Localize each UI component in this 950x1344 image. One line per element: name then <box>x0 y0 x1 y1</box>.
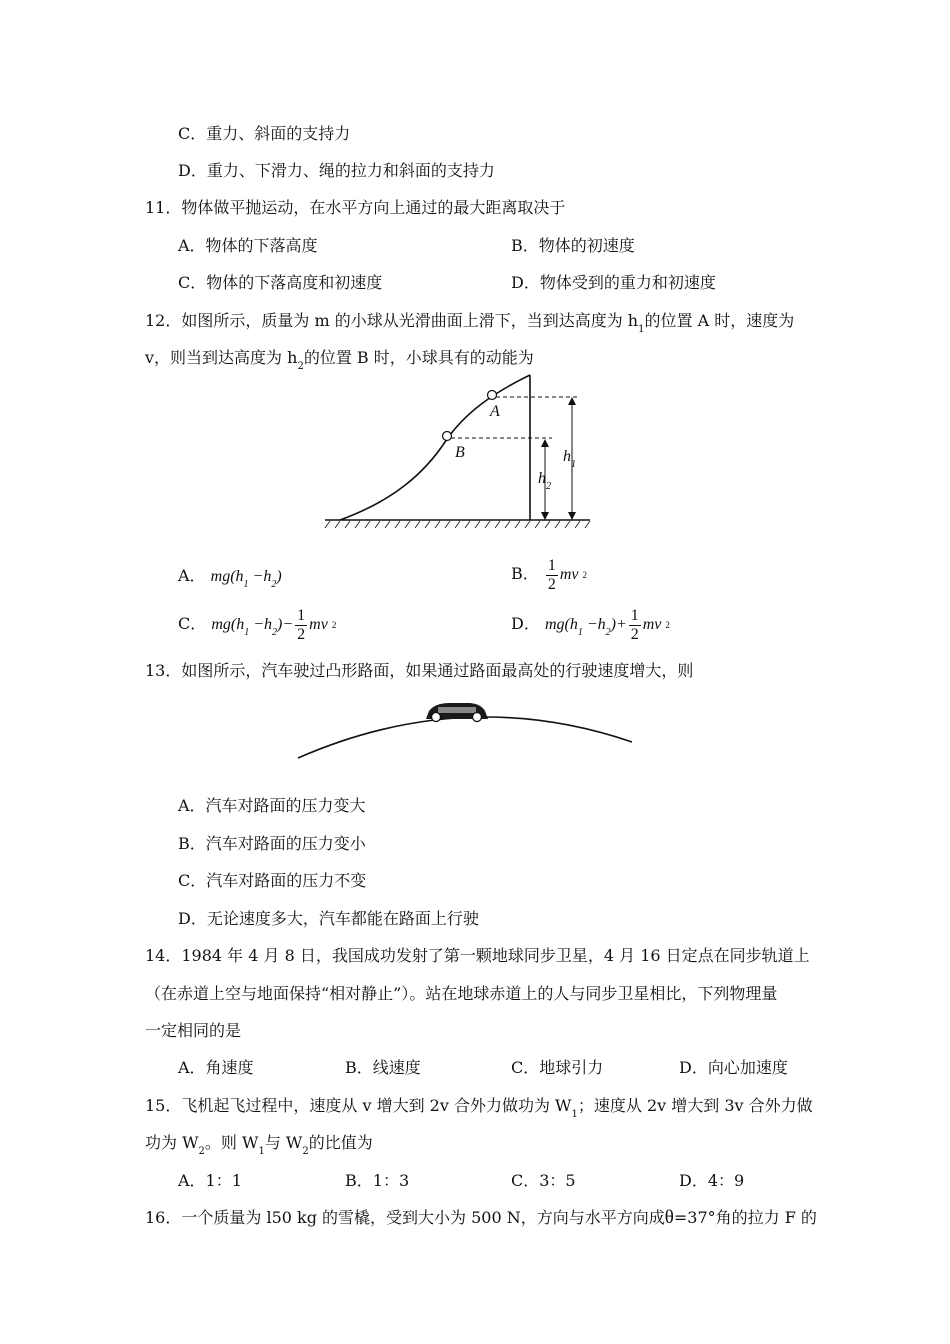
q12-stem-line1 <box>145 311 794 334</box>
q15-option-a: A．1：1 <box>178 1171 242 1190</box>
q15-stem2-sub3: 2 <box>302 1146 309 1157</box>
q12-stem1-text: 12．如图所示，质量为 m 的小球从光滑曲面上滑下，当到达高度为 h <box>145 311 639 330</box>
q15-stem2-mid2: 与 W <box>264 1133 303 1152</box>
q15-stem2-sub2: 1 <box>258 1146 265 1157</box>
q14-stem-line2: （在赤道上空与地面保持“相对静止”）。站在地球赤道上的人与同步卫星相比，下列物理量 <box>145 984 778 1003</box>
q12-stem1-sub: 1 <box>638 324 645 335</box>
q13-convex-road-figure <box>295 690 635 762</box>
q12-option-c-formula: $mg(h_1 -h_2)-$ $\frac{1}{2}$ mv 2 <box>211 607 337 643</box>
q16-stem-tail: =37°角的拉力 F 的 <box>673 1208 817 1227</box>
q12-stem2-text: v，则当到达高度为 h <box>145 348 298 367</box>
q12-option-a-label: A． <box>178 566 206 585</box>
q12-option-c <box>178 607 336 644</box>
q12-option-b <box>511 557 587 594</box>
q12-option-b-label: B． <box>511 564 539 584</box>
q12-h2-letter: h <box>538 470 546 487</box>
q15-stem2-sub: 2 <box>198 1146 205 1157</box>
q12-stem2-tail: 的位置 B 时，小球具有的动能为 <box>303 348 534 367</box>
q11-stem: 11．物体做平抛运动，在水平方向上通过的最大距离取决于 <box>145 198 566 217</box>
q13-option-b: B．汽车对路面的压力变小 <box>178 834 366 853</box>
q13-option-c: C．汽车对路面的压力不变 <box>178 871 367 890</box>
q12-option-d-label: D． <box>511 614 540 634</box>
q15-stem-line2 <box>145 1133 373 1156</box>
q13-option-a: A．汽车对路面的压力变大 <box>178 796 366 815</box>
q11-option-d: D．物体受到的重力和初速度 <box>511 273 716 292</box>
q13-stem: 13．如图所示，汽车驶过凸形路面，如果通过路面最高处的行驶速度增大，则 <box>145 661 694 680</box>
car-icon <box>426 703 488 722</box>
q15-stem1-tail: ；速度从 2v 增大到 3v 合外力做 <box>577 1096 813 1115</box>
q12-option-a-formula: $mg(h_1 -h_2)$ <box>210 568 282 590</box>
q15-option-b: B．1：3 <box>345 1171 410 1190</box>
q15-stem2-mid: 。则 W <box>204 1133 259 1152</box>
q12-fig-label-h2 <box>538 469 551 491</box>
q12-option-d <box>511 607 670 644</box>
q12-stem-line2 <box>145 348 534 371</box>
q12-option-d-formula: $mg(h_1 -h_2)+$ $\frac{1}{2}$ mv 2 <box>544 607 670 643</box>
q14-option-b: B．线速度 <box>345 1058 421 1077</box>
q12-fig-label-a: A <box>490 403 500 420</box>
q12-h1-letter: h <box>563 448 571 465</box>
q15-stem-line1 <box>145 1096 813 1119</box>
q16-stem <box>145 1208 817 1228</box>
q10-option-d: D．重力、下滑力、绳的拉力和斜面的支持力 <box>178 161 495 180</box>
q15-stem2-tail: 的比值为 <box>308 1133 373 1152</box>
q12-option-c-label: C． <box>178 614 207 634</box>
q15-stem1-text: 15．飞机起飞过程中，速度从 v 增大到 2v 合外力做功为 W <box>145 1096 572 1115</box>
q11-option-c: C．物体的下落高度和初速度 <box>178 273 383 292</box>
q15-stem1-sub: 1 <box>571 1109 578 1120</box>
q10-option-c: C．重力、斜面的支持力 <box>178 124 351 143</box>
q15-stem2-text: 功为 W <box>145 1133 199 1152</box>
q14-stem-line3: 一定相同的是 <box>145 1021 242 1040</box>
q12-fig-label-h1 <box>563 447 576 469</box>
q16-theta-symbol: θ <box>664 1207 674 1228</box>
q12-h2-sub: 2 <box>546 481 551 492</box>
q13-option-d: D．无论速度多大，汽车都能在路面上行驶 <box>178 909 479 928</box>
q15-option-c: C．3：5 <box>511 1171 576 1190</box>
q16-stem-text: 16．一个质量为 l50 kg 的雪橇，受到大小为 500 N，方向与水平方向成 <box>145 1208 665 1227</box>
q15-option-d: D．4：9 <box>679 1171 745 1190</box>
q12-stem2-sub: 2 <box>297 361 304 372</box>
q11-option-b: B．物体的初速度 <box>511 236 635 255</box>
q14-stem-line1: 14．1984 年 4 月 8 日，我国成功发射了第一颗地球同步卫星，4 月 16 日定点在同步轨道上 <box>145 946 810 965</box>
q14-option-c: C．地球引力 <box>511 1058 604 1077</box>
q12-stem1-tail: 的位置 A 时，速度为 <box>644 311 795 330</box>
q12-h1-sub: 1 <box>571 459 576 470</box>
q14-option-d: D．向心加速度 <box>679 1058 788 1077</box>
q12-option-b-formula: $\frac{1}{2}$ mv 2 <box>547 557 588 593</box>
q11-option-a: A．物体的下落高度 <box>178 236 318 255</box>
q12-fig-label-b: B <box>455 444 465 461</box>
q12-option-a <box>178 566 282 589</box>
q14-option-a: A．角速度 <box>178 1058 254 1077</box>
